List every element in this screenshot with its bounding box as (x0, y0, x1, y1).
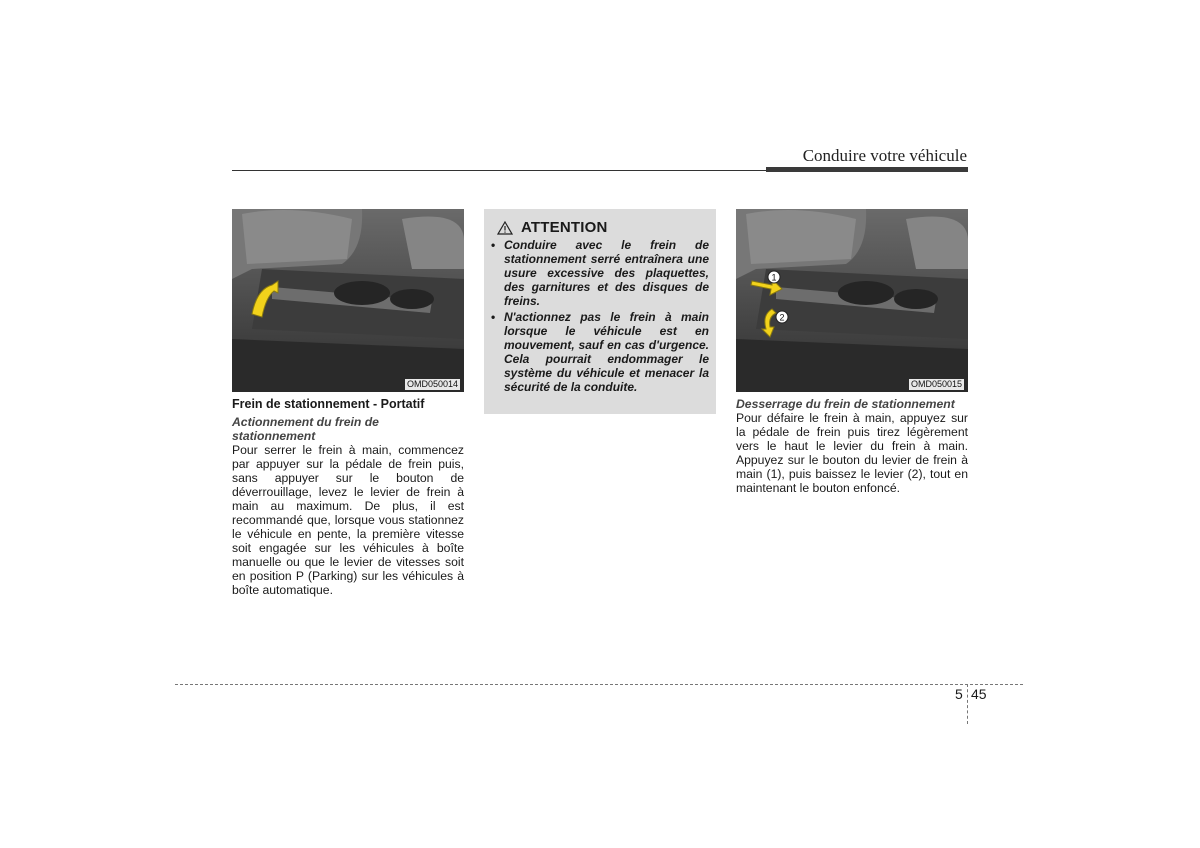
section-body: Pour serrer le frein à main, commencez par appuyer sur la pédale de frein puis, sans appuyer sur le bouton de déverrouillage, levez le levier de frein à main au maximum. De plus, il est recommandé que, lorsque vous stationnez le véhicule en pente, la première vitesse soit engagée sur les véhicules à boîte manuelle ou que le levier de vitesses soit en position P (Parking) sur les véhicules à boîte automatique. (232, 443, 464, 597)
page-number: 45 (971, 686, 987, 702)
section-body: Pour défaire le frein à main, appuyez sur la pédale de frein puis tirez légèrement vers le haut le levier du frein à main. Appuyez sur le bouton du levier de frein à main (1), puis baissez le levier (2), tout en maintenant le bouton enfoncé. (736, 411, 968, 495)
attention-item: • N'actionnez pas le frein à main lorsque le véhicule est en mouvement, sauf en cas d'urgence. Cela pourrait endommager le système du véhicule et menacer la sécurité de la conduite. (491, 310, 709, 394)
handbrake-release-photo (736, 209, 968, 392)
callout-1: 1 (771, 272, 777, 283)
image-code: OMD050015 (910, 379, 962, 389)
attention-header (497, 219, 709, 236)
footer-divider (967, 684, 968, 724)
attention-list (491, 238, 709, 394)
warning-triangle-icon (497, 221, 513, 235)
callout-2: 2 (779, 312, 785, 323)
chapter-title: Conduire votre véhicule (802, 146, 967, 165)
section-subheading: Actionnement du frein de stationnement (232, 415, 379, 443)
section-subheading: Desserrage du frein de stationnement (736, 397, 955, 411)
right-column (736, 397, 968, 495)
chapter-number: 5 (955, 686, 963, 702)
attention-title: ATTENTION (521, 219, 608, 236)
left-column (232, 397, 464, 597)
footer-rule (175, 684, 1023, 685)
header-rule-accent (766, 167, 968, 172)
attention-box (484, 209, 716, 414)
handbrake-apply-photo (232, 209, 464, 392)
image-code: OMD050014 (406, 379, 458, 389)
attention-item: • Conduire avec le frein de stationnement serré entraînera une usure excessive des plaquettes, des garnitures et des disques de freins. (491, 238, 709, 308)
section-heading: Frein de stationnement - Portatif (232, 397, 425, 411)
